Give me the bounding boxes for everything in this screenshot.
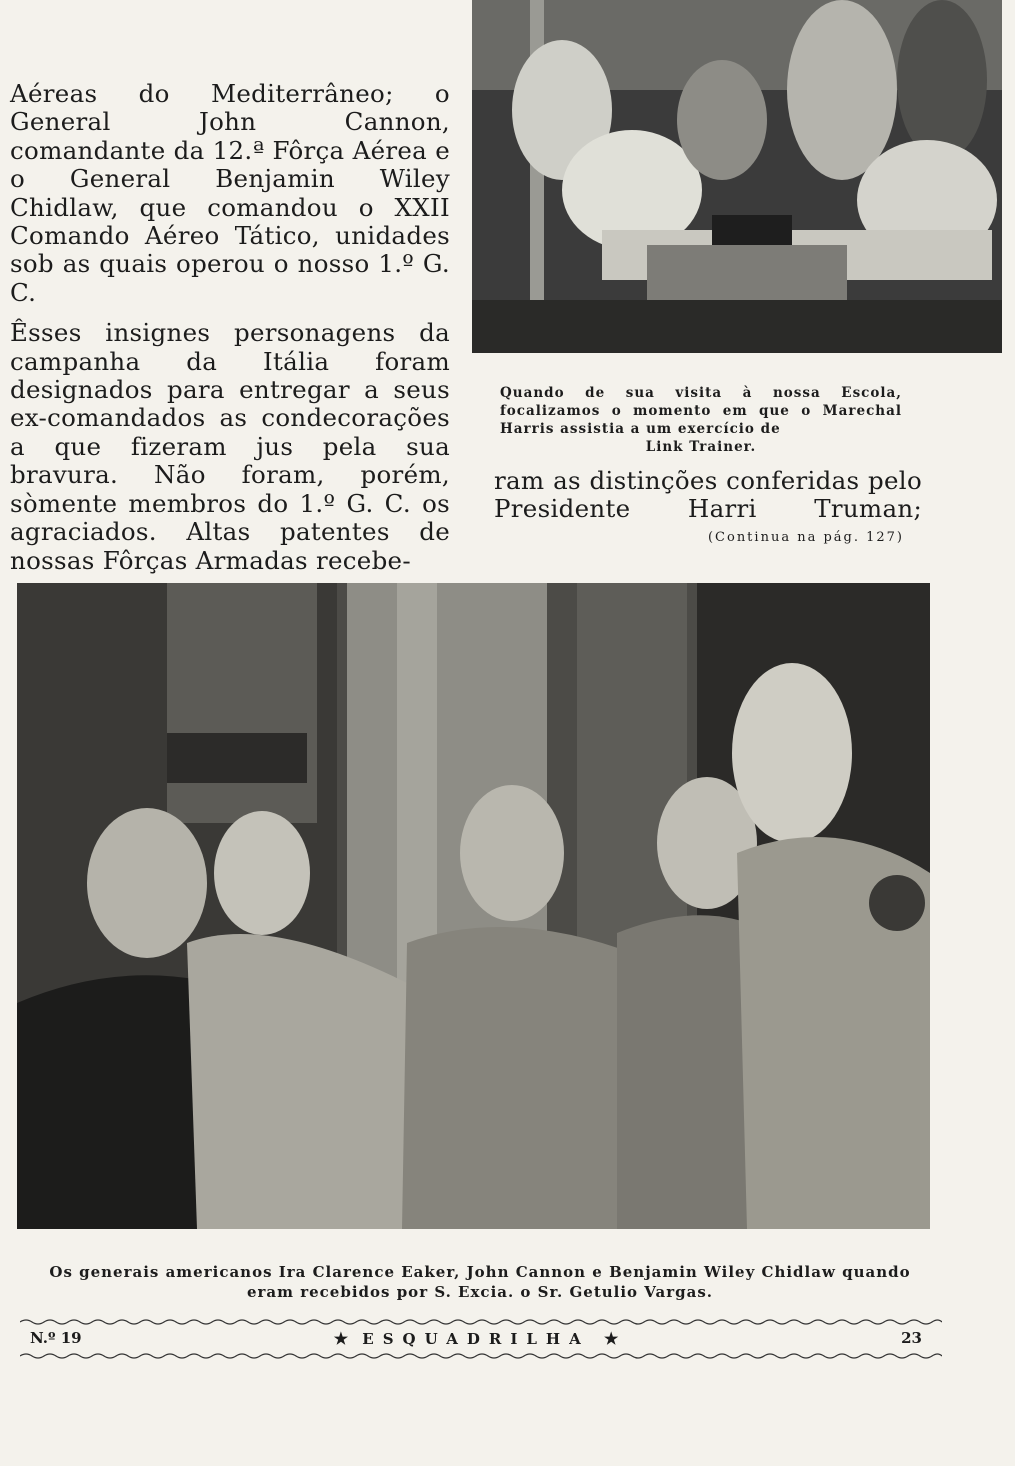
right-text-column: ram as distinções conferidas pelo Presidente Harri Truman; xyxy=(494,466,922,524)
top-photo-caption xyxy=(500,384,902,456)
star-icon: ★ xyxy=(333,1329,349,1348)
footer-top-rule xyxy=(20,1318,942,1326)
link-trainer-photo xyxy=(472,0,1002,353)
article-paragraph: Êsses insignes personagens da campanha da Itália foram designados para entregar a seus ex-comandados as condecorações a que fizeram jus pela sua bravura. Não foram, porém, sòmente membros do 1.º G. C. os agraciados. Altas patentes de nossas Fôrças Armadas recebe- xyxy=(10,318,450,575)
generals-photo xyxy=(17,583,930,1229)
magazine-name: ESQUADRILHA xyxy=(362,1330,590,1348)
footer-bottom-rule xyxy=(20,1352,942,1360)
issue-number: N.º 19 xyxy=(30,1329,82,1347)
left-text-column xyxy=(10,80,450,575)
magazine-title xyxy=(30,1329,922,1348)
bottom-photo-caption: Os generais americanos Ira Clarence Eaker, John Cannon e Benjamin Wiley Chidlaw quando eram recebidos por S. Excia. o Sr. Getulio Vargas. xyxy=(49,1263,911,1301)
continuation-note: (Continua na pág. 127) xyxy=(707,530,904,545)
page-number: 23 xyxy=(901,1329,922,1347)
page-footer xyxy=(30,1329,922,1353)
star-icon: ★ xyxy=(603,1329,619,1348)
top-caption-main: Quando de sua visita à nossa Escola, focalizamos o momento em que o Marechal Harris assistia a um exercício de xyxy=(500,385,902,437)
top-caption-last-line: Link Trainer. xyxy=(645,439,757,455)
article-paragraph: Aéreas do Mediterrâneo; o General John Cannon, comandante da 12.ª Fôrça Aérea e o General Benjamin Wiley Chidlaw, que comandou o XXII Comando Aéreo Tático, unidades sob as quais operou o nosso 1.º G. C. xyxy=(10,79,450,307)
